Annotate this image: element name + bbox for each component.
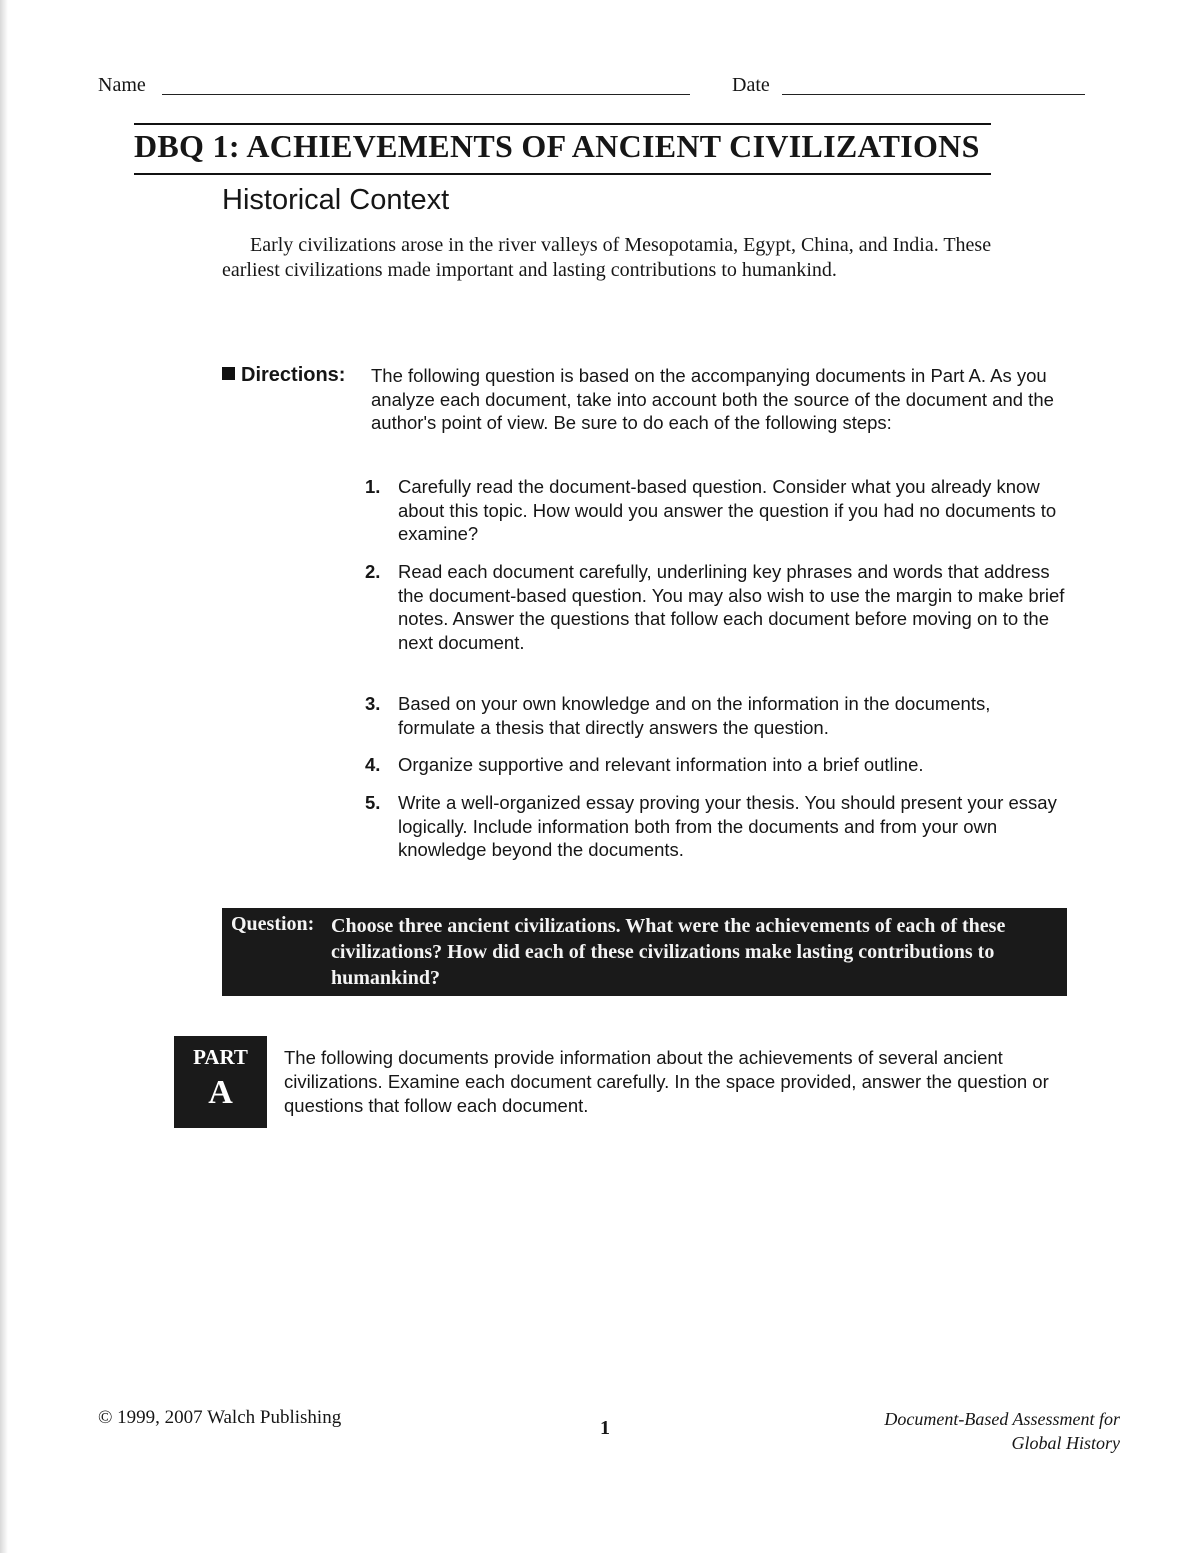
name-label: Name xyxy=(98,74,146,96)
date-field-line[interactable] xyxy=(782,94,1085,95)
name-field-line[interactable] xyxy=(162,94,690,95)
part-a-instructions: The following documents provide information about the achievements of several ancient civilizations. Examine each document carefully. In the space provided, answer the question or questions that follow each document. xyxy=(284,1047,1049,1116)
step-number: 5. xyxy=(365,792,381,813)
book-title xyxy=(780,1407,1120,1455)
scan-page-edge xyxy=(0,0,8,1553)
step-number: 2. xyxy=(365,561,381,582)
step-number: 3. xyxy=(365,693,381,714)
book-title-line-2: Global History xyxy=(1011,1433,1120,1453)
historical-context-heading: Historical Context xyxy=(222,184,450,216)
step-number: 4. xyxy=(365,754,381,775)
step-number: 1. xyxy=(365,476,381,497)
directions-label-text: Directions: xyxy=(241,364,346,386)
step-text: Write a well-organized essay proving your thesis. You should present your essay logically. Include information both from the documents and from your own knowledge beyond the documents. xyxy=(398,792,1057,860)
step-text: Organize supportive and relevant information into a brief outline. xyxy=(398,754,924,775)
step-text: Read each document carefully, underlining key phrases and words that address the document-based question. You may also wish to use the margin to make brief notes. Answer the questions that follow each document before moving on to the next document. xyxy=(398,561,1065,653)
historical-context-text xyxy=(222,233,1022,283)
part-word: PART xyxy=(193,1045,248,1069)
question-label: Question: xyxy=(231,913,315,935)
step-text: Based on your own knowledge and on the information in the documents, formulate a thesis that directly answers the question. xyxy=(398,693,991,738)
page-number: 1 xyxy=(600,1417,610,1439)
question-text: Choose three ancient civilizations. What were the achievements of each of these civilizations? How did each of these civilizations make lasting contributions to humankind? xyxy=(331,915,1006,989)
date-label: Date xyxy=(732,74,770,96)
page-title: DBQ 1: ACHIEVEMENTS OF ANCIENT CIVILIZATIONS xyxy=(134,128,980,164)
part-a-badge xyxy=(174,1036,267,1128)
copyright-notice: © 1999, 2007 Walch Publishing xyxy=(98,1407,342,1428)
directions-text: The following question is based on the accompanying documents in Part A. As you analyze each document, take into account both the source of the document and the author's point of view. Be sure to do each of the following steps: xyxy=(371,365,1054,433)
historical-context-body: Early civilizations arose in the river valleys of Mesopotamia, Egypt, China, and India. These earliest civilizations made important and lasting contributions to humankind. xyxy=(222,234,992,281)
title-bottom-rule xyxy=(134,173,991,175)
part-letter: A xyxy=(208,1074,233,1111)
book-title-line-1: Document-Based Assessment for xyxy=(884,1409,1120,1429)
question-box xyxy=(222,908,1067,996)
directions-label xyxy=(222,364,345,387)
step-text: Carefully read the document-based question. Consider what you already know about this topic. How would you answer the question if you had no documents to examine? xyxy=(398,476,1057,544)
title-top-rule xyxy=(134,123,991,125)
square-bullet-icon xyxy=(222,367,235,380)
